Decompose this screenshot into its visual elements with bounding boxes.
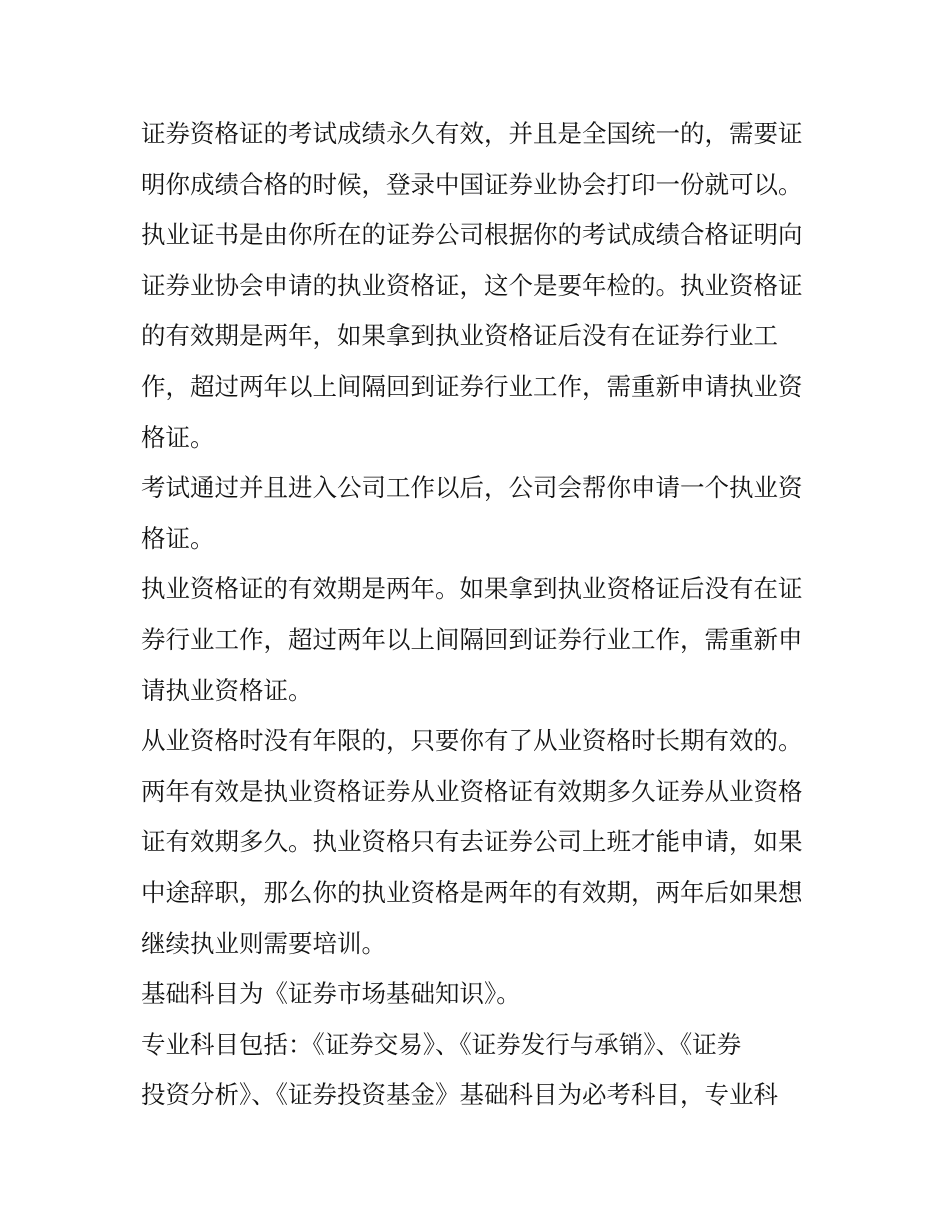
- text-line: 中途辞职，那么你的执业资格是两年的有效期，两年后如果想: [141, 877, 803, 907]
- text-line: 执业证书是由你所在的证券公司根据你的考试成绩合格证明向: [141, 220, 803, 250]
- text-line: 格证。: [141, 422, 215, 452]
- text-line: 证有效期多久。执业资格只有去证券公司上班才能申请，如果: [141, 827, 803, 857]
- text-line: 的有效期是两年，如果拿到执业资格证后没有在证券行业工: [141, 321, 778, 351]
- text-line: 证券业协会申请的执业资格证，这个是要年检的。执业资格证: [141, 270, 803, 300]
- text-line: 继续执业则需要培训。: [141, 928, 386, 958]
- text-line: 格证。: [141, 523, 215, 553]
- text-line: 考试通过并且进入公司工作以后，公司会帮你申请一个执业资: [141, 473, 803, 503]
- text-line: 投资分析》、《证券投资基金》基础科目为必考科目，专业科: [141, 1080, 778, 1110]
- text-line: 明你成绩合格的时候，登录中国证券业协会打印一份就可以。: [141, 169, 803, 199]
- text-line: 基础科目为《证券市场基础知识》。: [141, 979, 521, 1009]
- text-line: 券行业工作，超过两年以上间隔回到证券行业工作，需重新申: [141, 624, 803, 654]
- document-body: [141, 109, 821, 1121]
- text-line: 从业资格时没有年限的，只要你有了从业资格时长期有效的。: [141, 726, 803, 756]
- text-line: 专业科目包括：《证券交易》、《证券发行与承销》、《证券: [141, 1029, 742, 1059]
- text-line: 两年有效是执业资格证券从业资格证有效期多久证券从业资格: [141, 776, 803, 806]
- text-line: 证券资格证的考试成绩永久有效，并且是全国统一的，需要证: [141, 119, 803, 148]
- text-line: 作，超过两年以上间隔回到证券行业工作，需重新申请执业资: [141, 371, 803, 401]
- text-line: 请执业资格证。: [141, 675, 313, 705]
- text-line: 执业资格证的有效期是两年。如果拿到执业资格证后没有在证: [141, 574, 803, 604]
